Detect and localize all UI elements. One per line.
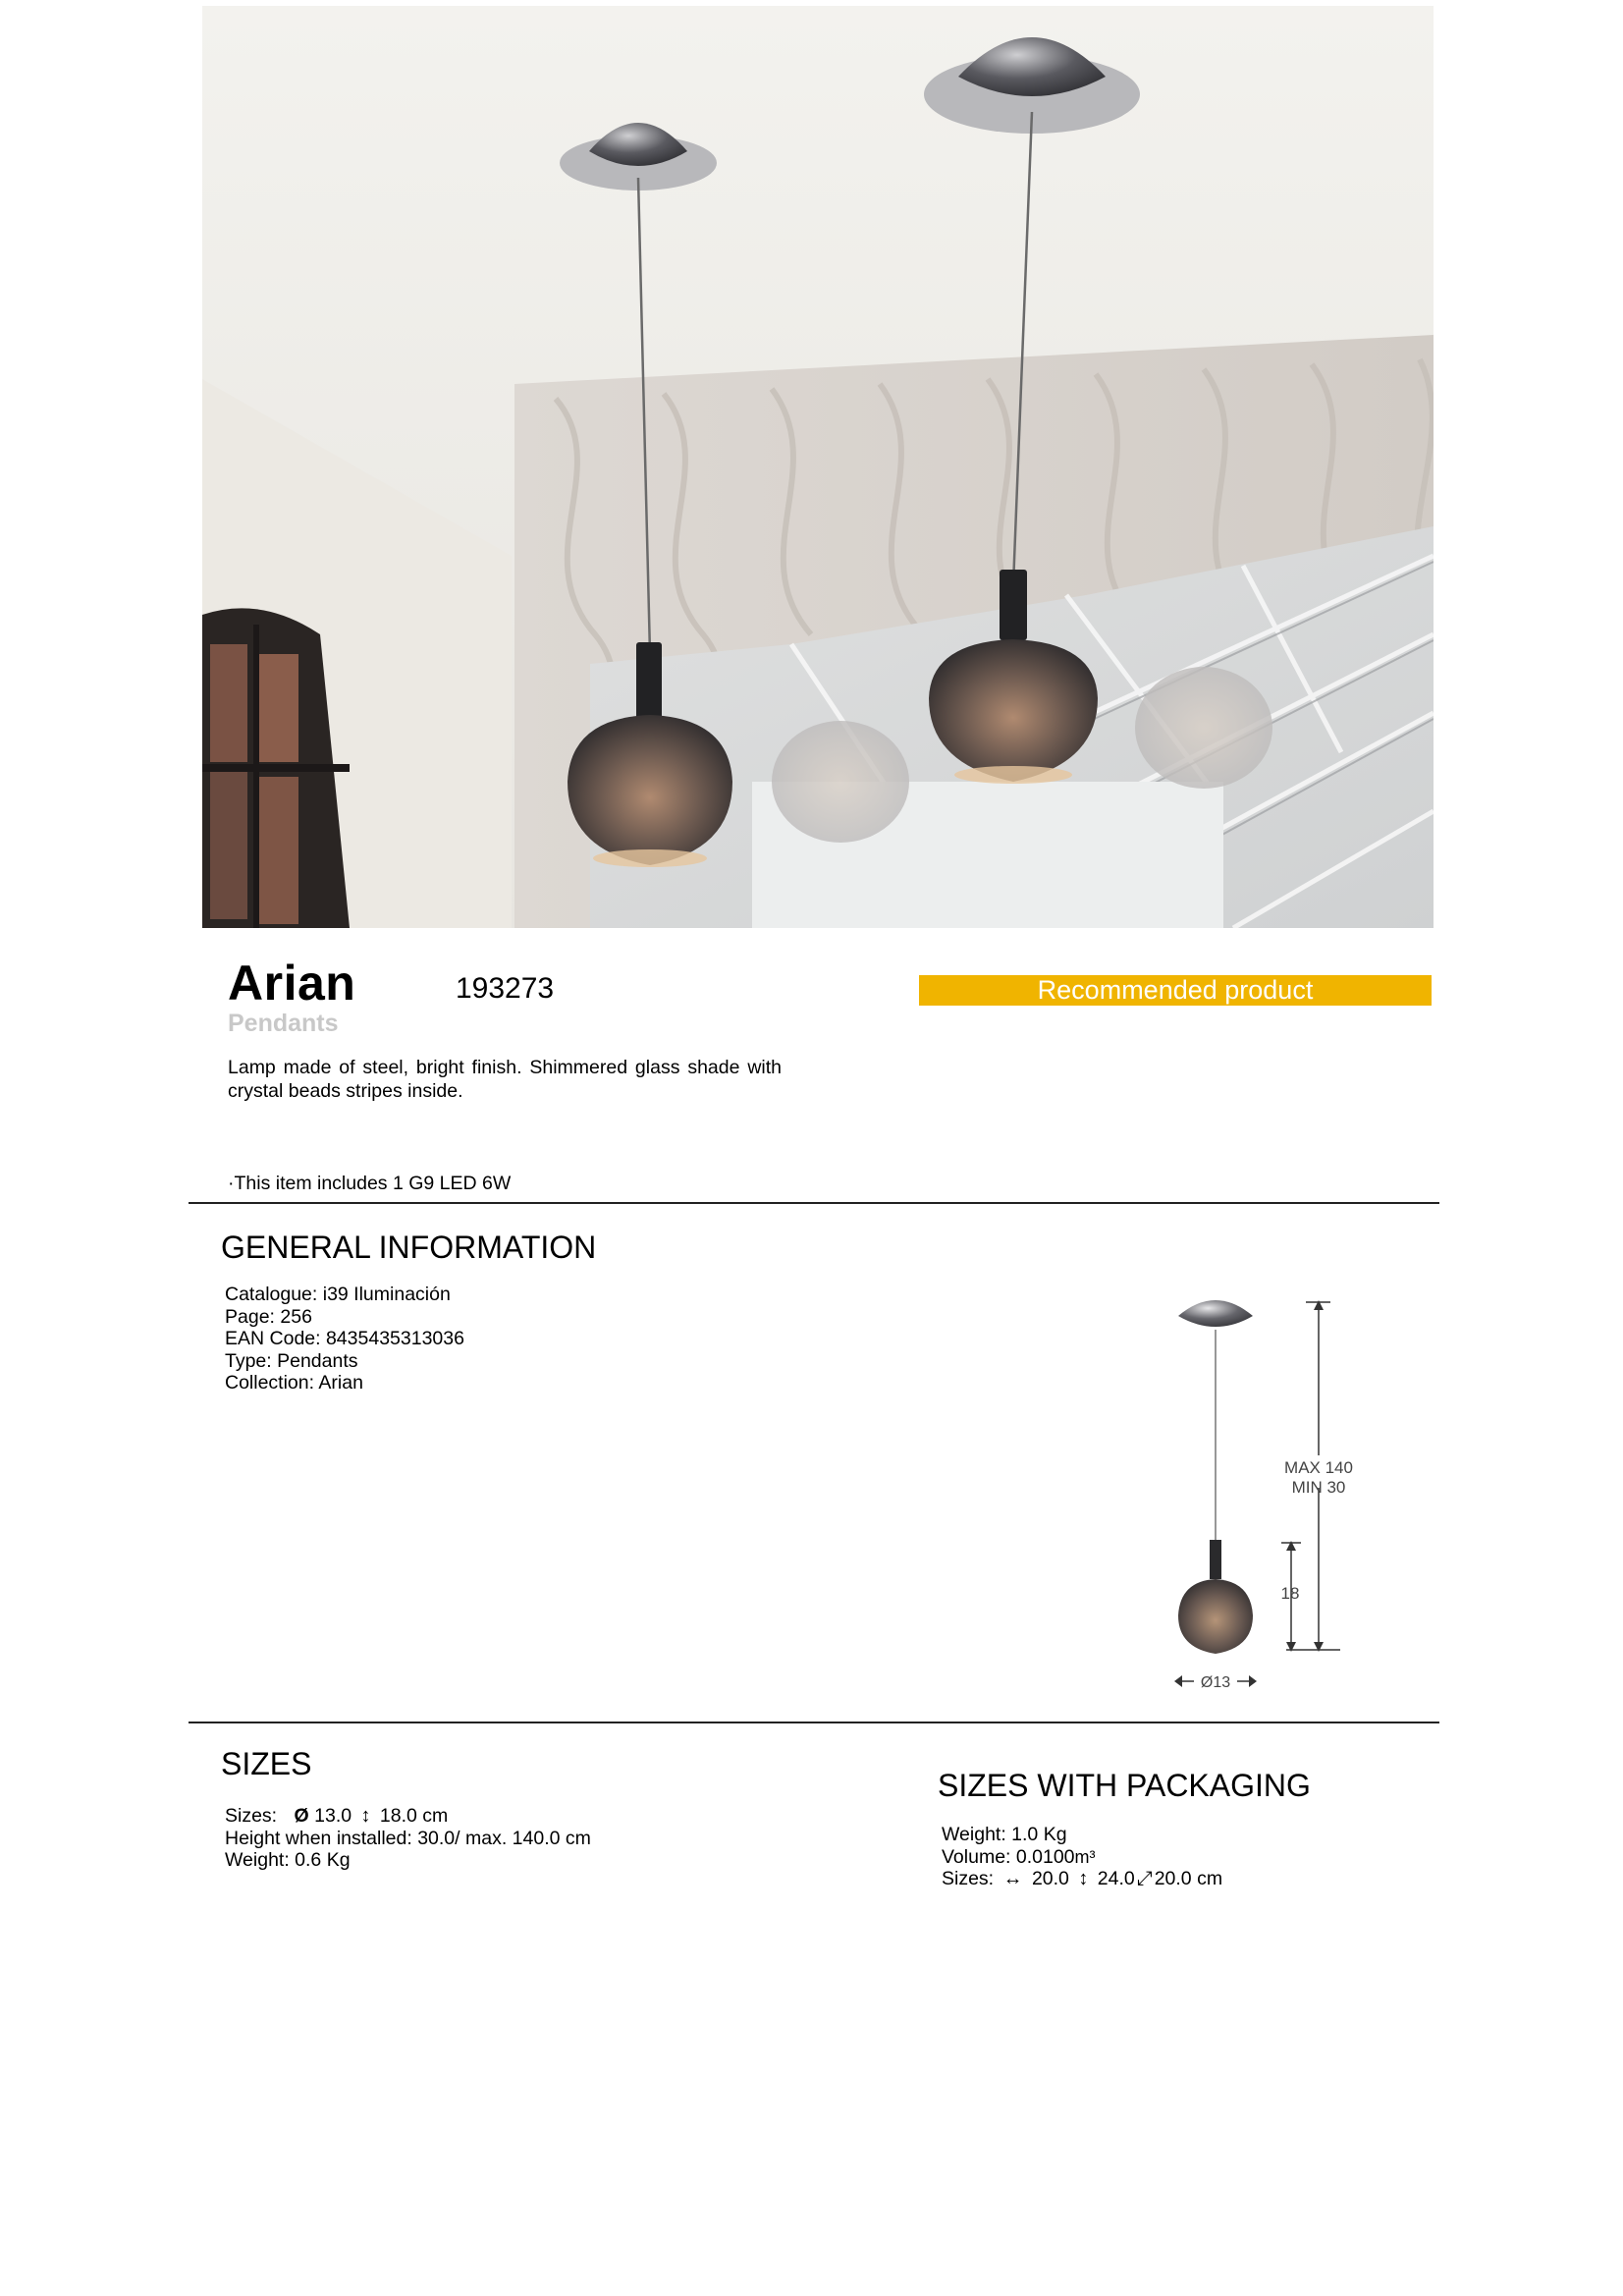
recommended-badge: Recommended product	[919, 975, 1432, 1006]
double-arrow-vertical-icon: ↕	[1078, 1868, 1089, 1889]
collection-line: Collection: Arian	[225, 1372, 363, 1394]
volume-unit: m³	[1074, 1846, 1096, 1867]
packaging-weight-line: Weight: 1.0 Kg	[942, 1824, 1067, 1845]
packaging-depth: 20.0 cm	[1154, 1868, 1223, 1889]
drawing-label-diameter: Ø13	[1200, 1674, 1231, 1691]
ean-line: EAN Code: 8435435313036	[225, 1328, 464, 1349]
weight-line: Weight: 0.6 Kg	[225, 1849, 351, 1871]
packaging-volume-line	[942, 1846, 1222, 1869]
sizes-prefix: Sizes:	[225, 1805, 278, 1827]
general-information-title: GENERAL INFORMATION	[221, 1230, 597, 1265]
general-information-list	[225, 1284, 464, 1394]
packaging-sizes-line	[942, 1868, 1222, 1890]
double-arrow-horizontal-icon: ↔	[1002, 1868, 1023, 1889]
product-name: Arian	[228, 956, 356, 1011]
installed-height-line: Height when installed: 30.0/ max. 140.0 cm	[225, 1827, 591, 1849]
drawing-label-height: 18	[1280, 1584, 1300, 1603]
divider	[189, 1722, 1439, 1723]
includes-note: ·This item includes 1 G9 LED 6W	[228, 1173, 512, 1194]
packaging-title: SIZES WITH PACKAGING	[938, 1768, 1311, 1803]
type-line: Type: Pendants	[225, 1349, 358, 1372]
sizes-line	[225, 1805, 591, 1828]
packaging-list	[942, 1824, 1222, 1890]
drawing-label-max: MAX 140	[1284, 1458, 1353, 1477]
pendant-lamp-photo	[202, 6, 1434, 928]
packaging-sizes-prefix: Sizes:	[942, 1868, 995, 1889]
product-category: Pendants	[228, 1010, 339, 1037]
technical-drawing	[1159, 1286, 1414, 1699]
packaging-height: 24.0	[1097, 1868, 1135, 1889]
diameter-value: 13.0	[314, 1805, 352, 1827]
diameter-icon: Ø	[294, 1805, 309, 1827]
sizes-list	[225, 1805, 591, 1872]
packaging-volume: Volume: 0.0100	[942, 1845, 1075, 1868]
product-description: Lamp made of steel, bright finish. Shimmered glass shade with crystal beads stripes inside.	[228, 1057, 782, 1102]
diagonal-arrow-icon: ⤢	[1136, 1868, 1153, 1889]
catalogue-line: Catalogue: i39 Iluminación	[225, 1284, 451, 1305]
sizes-title: SIZES	[221, 1746, 312, 1781]
divider	[189, 1202, 1439, 1204]
product-photo	[202, 6, 1434, 928]
product-code: 193273	[456, 972, 555, 1005]
height-value: 18.0 cm	[379, 1805, 449, 1827]
drawing-lamp	[1178, 1300, 1253, 1654]
double-arrow-vertical-icon: ↕	[360, 1805, 371, 1827]
drawing-label-min: MIN 30	[1291, 1478, 1346, 1497]
packaging-width: 20.0	[1031, 1868, 1069, 1889]
page-line: Page: 256	[225, 1305, 312, 1328]
